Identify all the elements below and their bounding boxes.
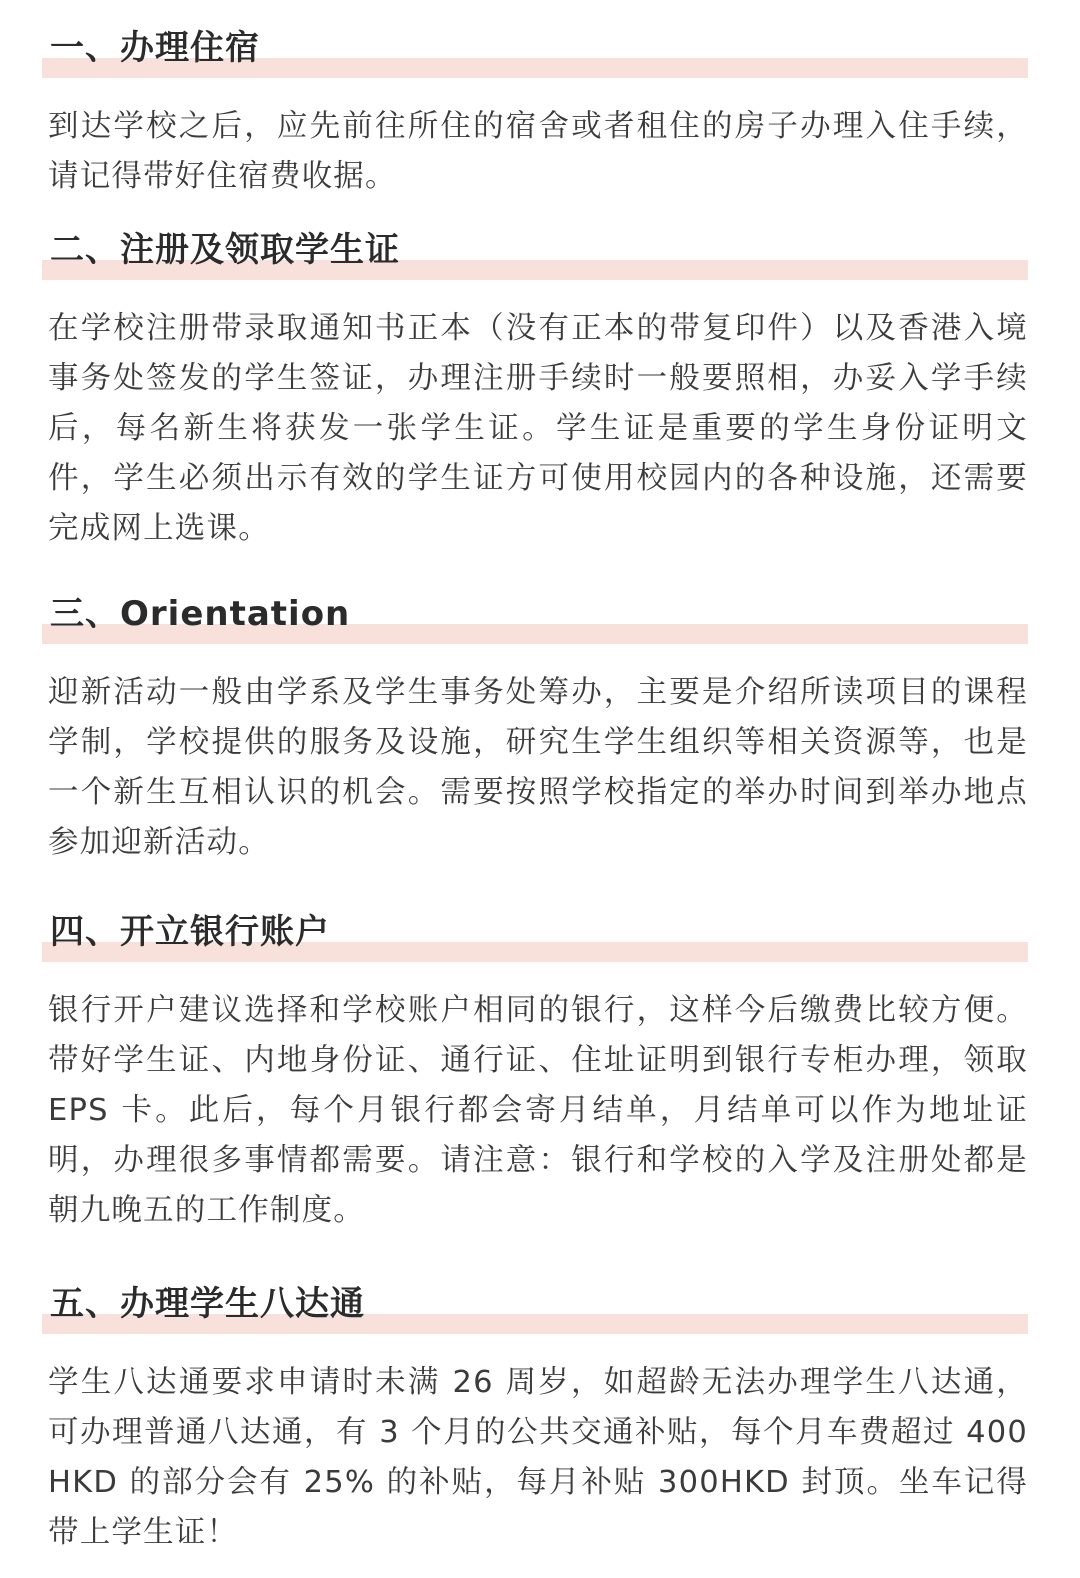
section-octopus-card	[48, 1282, 1028, 1558]
section-registration	[48, 228, 1028, 554]
section-body: 学生八达通要求申请时未满 26 周岁，如超龄无法办理学生八达通，可办理普通八达通，有 3 个月的公共交通补贴，每个月车费超过 400HKD 的部分会有 25% 的补贴，每月补贴 300HKD 封顶。坐车记得带上学生证！	[48, 1365, 1028, 1550]
heading-title: 四、开立银行账户	[50, 912, 330, 952]
section-body: 到达学校之后，应先前往所住的宿舍或者租住的房子办理入住手续，请记得带好住宿费收据。	[48, 109, 1028, 194]
section-bank-account	[48, 910, 1028, 1236]
section-heading	[48, 1282, 1028, 1334]
section-accommodation	[48, 26, 1028, 202]
section-body: 在学校注册带录取通知书正本（没有正本的带复印件）以及香港入境事务处签发的学生签证，办理注册手续时一般要照相，办妥入学手续后，每名新生将获发一张学生证。学生证是重要的学生身份证明文件，学生必须出示有效的学生证方可使用校园内的各种设施，还需要完成网上选课。	[48, 311, 1028, 546]
section-heading	[48, 228, 1028, 280]
heading-title: 三、Orientation	[50, 594, 351, 634]
heading-title: 五、办理学生八达通	[50, 1284, 365, 1324]
section-heading	[48, 592, 1028, 644]
section-orientation	[48, 592, 1028, 868]
section-heading	[48, 910, 1028, 962]
section-body: 迎新活动一般由学系及学生事务处筹办，主要是介绍所读项目的课程学制，学校提供的服务及设施，研究生学生组织等相关资源等，也是一个新生互相认识的机会。需要按照学校指定的举办时间到举办地点参加迎新活动。	[48, 675, 1028, 860]
heading-title: 一、办理住宿	[50, 28, 260, 68]
section-heading	[48, 26, 1028, 78]
heading-title: 二、注册及领取学生证	[50, 230, 400, 270]
section-body: 银行开户建议选择和学校账户相同的银行，这样今后缴费比较方便。带好学生证、内地身份证、通行证、住址证明到银行专柜办理，领取 EPS 卡。此后，每个月银行都会寄月结单，月结单可以作为地址证明，办理很多事情都需要。请注意：银行和学校的入学及注册处都是朝九晚五的工作制度。	[48, 993, 1028, 1228]
